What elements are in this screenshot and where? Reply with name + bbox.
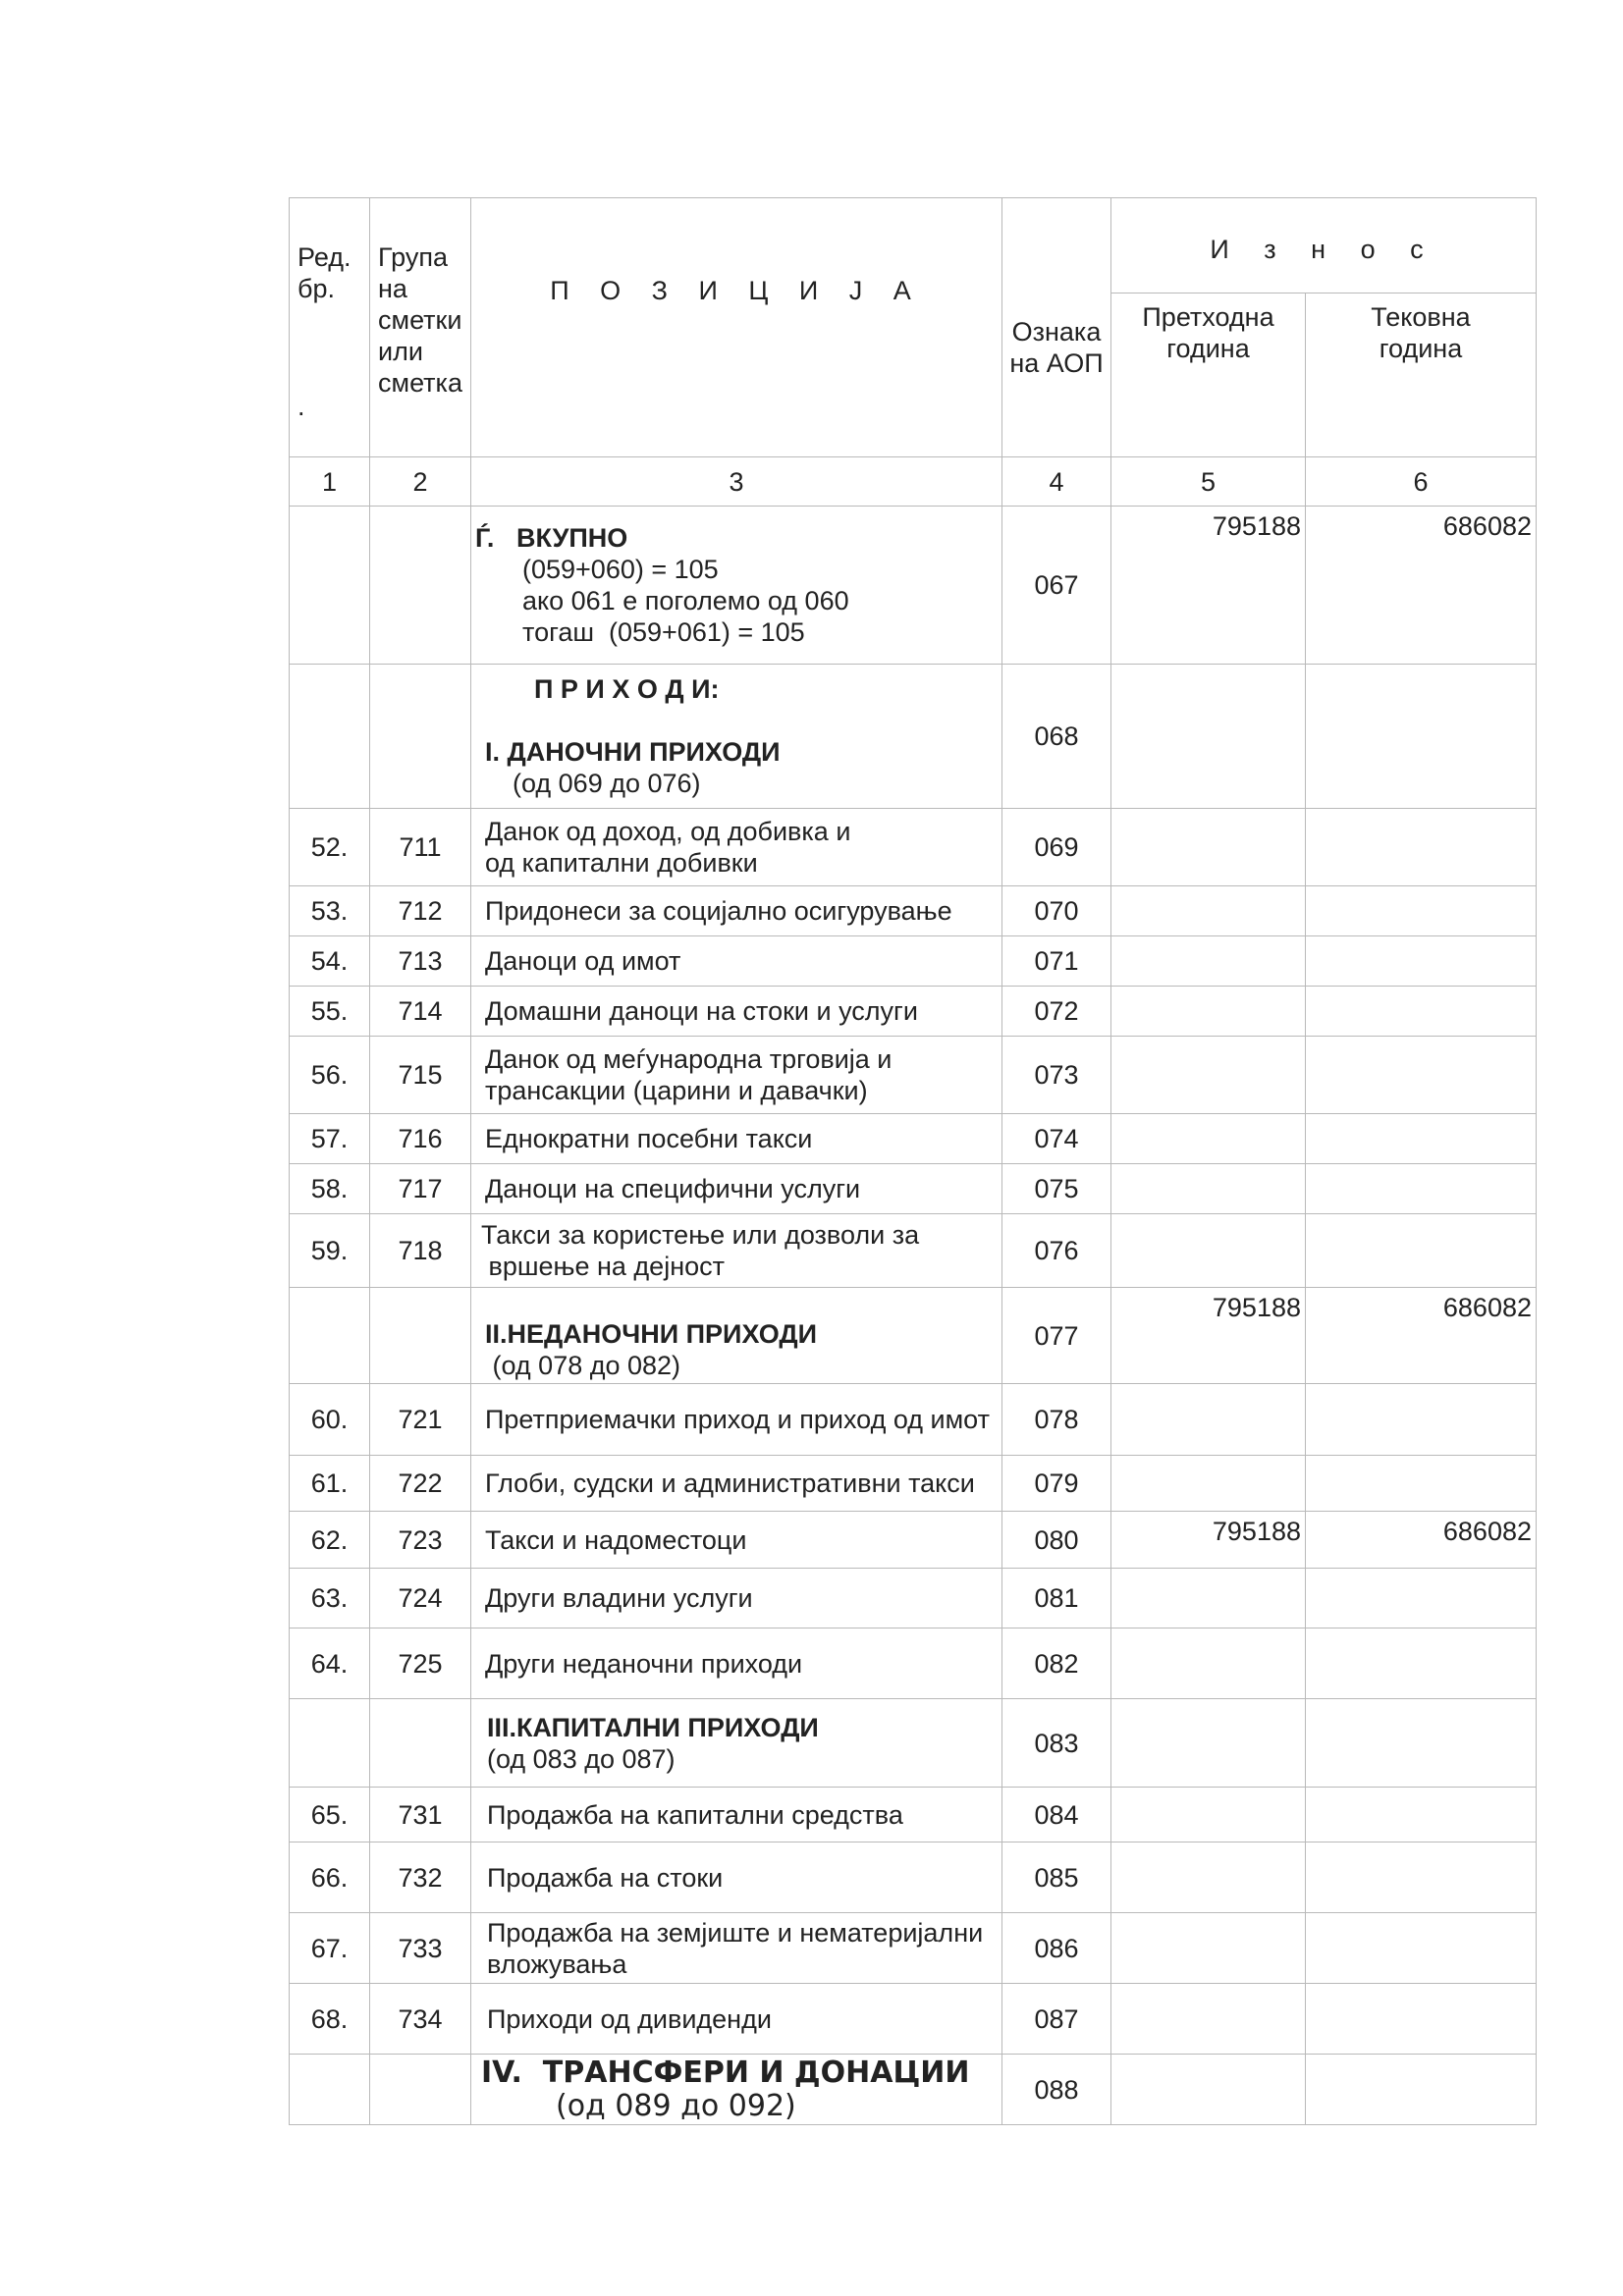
table-row [290, 936, 1537, 987]
table-cell: Даноци на специфични услуги [471, 1164, 1002, 1214]
table-cell [1111, 1569, 1306, 1629]
table-cell: 087 [1002, 1984, 1111, 2055]
table-cell: 081 [1002, 1569, 1111, 1629]
table-cell: 078 [1002, 1384, 1111, 1456]
table-cell: 54. [290, 936, 370, 987]
table-cell: Домашни даноци на стоки и услуги [471, 987, 1002, 1037]
table-row [290, 1037, 1537, 1114]
total-aop: 067 [1002, 507, 1111, 665]
table-cell: 60. [290, 1384, 370, 1456]
table-row [290, 1114, 1537, 1164]
table-cell [1306, 1456, 1537, 1512]
transfers-aop: 088 [1002, 2055, 1111, 2125]
table-cell [1111, 665, 1306, 809]
table-cell [290, 507, 370, 665]
table-cell [471, 1913, 1002, 1984]
colnum-2: 2 [370, 457, 471, 507]
header-oznaka: Ознака на АОП [1002, 198, 1111, 457]
cell-text: Данок од меѓународна трговија и [485, 1044, 893, 1074]
table-cell [1306, 2055, 1537, 2125]
table-cell [1111, 1984, 1306, 2055]
column-number-row [290, 457, 1537, 507]
table-cell [370, 2055, 471, 2125]
table-cell: 076 [1002, 1214, 1111, 1288]
tax-revenue-section-row [290, 665, 1537, 809]
table-row [290, 1984, 1537, 2055]
header-red-br [290, 198, 370, 457]
table-cell [1111, 1629, 1306, 1699]
cell-text: I. ДАНОЧНИ ПРИХОДИ [485, 737, 781, 767]
table-cell [370, 507, 471, 665]
table-cell [1306, 809, 1537, 886]
cell-text: ВКУПНО [515, 523, 628, 553]
table-cell: 55. [290, 987, 370, 1037]
table-cell [370, 1699, 471, 1788]
total-position [471, 507, 1002, 665]
total-prev-year: 795188 [1111, 507, 1306, 665]
table-cell: 723 [370, 1512, 471, 1569]
table-cell [1111, 1788, 1306, 1842]
table-cell [1111, 1214, 1306, 1288]
table-cell: 57. [290, 1114, 370, 1164]
cell-text: трансакции (царини и давачки) [485, 1076, 868, 1105]
table-cell [1111, 1913, 1306, 1984]
table-cell [290, 665, 370, 809]
table-cell [1306, 886, 1537, 936]
table-cell [1111, 1842, 1306, 1913]
table-cell: 072 [1002, 987, 1111, 1037]
table-cell: Други неданочни приходи [471, 1629, 1002, 1699]
cell-text: (од 089 до 092) [556, 2088, 796, 2123]
table-row [290, 1629, 1537, 1699]
table-cell: 715 [370, 1037, 471, 1114]
table-cell: 64. [290, 1629, 370, 1699]
table-cell [1306, 1037, 1537, 1114]
table-cell [1306, 1984, 1537, 2055]
table-cell: 074 [1002, 1114, 1111, 1164]
non-tax-section-row [290, 1288, 1537, 1384]
table-cell: 073 [1002, 1037, 1111, 1114]
table-cell: 079 [1002, 1456, 1111, 1512]
table-row [290, 987, 1537, 1037]
table-row [290, 1384, 1537, 1456]
table-cell: 713 [370, 936, 471, 987]
table-cell [1111, 1456, 1306, 1512]
cell-text: (од 083 до 087) [487, 1743, 676, 1774]
colnum-6: 6 [1306, 457, 1537, 507]
cell-text: (059+060) = 105 [522, 555, 719, 584]
table-cell [1306, 1699, 1537, 1788]
table-cell: 732 [370, 1842, 471, 1913]
table-cell: 65. [290, 1788, 370, 1842]
header-grupa: Група на сметки или сметка [370, 198, 471, 457]
table-cell: 734 [370, 1984, 471, 2055]
non-tax-aop: 077 [1002, 1288, 1111, 1384]
table-cell [1111, 1037, 1306, 1114]
table-cell [1111, 987, 1306, 1037]
table-cell: 686082 [1306, 1512, 1537, 1569]
table-cell: 718 [370, 1214, 471, 1288]
table-row [290, 1913, 1537, 1984]
table-cell [1111, 1114, 1306, 1164]
cell-text: Продажба на земјиште и нематеријални [487, 1917, 984, 1948]
cell-text: IV. ТРАНСФЕРИ И ДОНАЦИИ [481, 2055, 970, 2090]
table-cell [1306, 1629, 1537, 1699]
table-cell [1306, 1842, 1537, 1913]
table-cell [1306, 987, 1537, 1037]
tax-revenue-aop: 068 [1002, 665, 1111, 809]
cell-text: Ѓ. [475, 523, 495, 553]
capital-aop: 083 [1002, 1699, 1111, 1788]
table-cell [1306, 665, 1537, 809]
cell-text: Ред. бр. [298, 242, 352, 303]
tax-revenue-position [471, 665, 1002, 809]
cell-text: . [298, 392, 305, 421]
table-cell: Продажба на капитални средства [471, 1788, 1002, 1842]
table-cell [1306, 1114, 1537, 1164]
table-cell [1306, 936, 1537, 987]
table-cell: 67. [290, 1913, 370, 1984]
table-cell [1306, 1384, 1537, 1456]
cell-text: вршење на дејност [481, 1252, 725, 1281]
table-cell [1111, 1384, 1306, 1456]
table-cell [1306, 1214, 1537, 1288]
cell-text: тогаш (059+061) = 105 [522, 617, 805, 647]
table-cell: 68. [290, 1984, 370, 2055]
table-cell: 071 [1002, 936, 1111, 987]
table-cell: 075 [1002, 1164, 1111, 1214]
table-cell: Претприемачки приход и приход од имот [471, 1384, 1002, 1456]
header-prethodna: Претходна година [1111, 294, 1306, 457]
table-row [290, 1842, 1537, 1913]
table-cell [471, 809, 1002, 886]
table-cell [1111, 1164, 1306, 1214]
table-cell: Такси и надоместоци [471, 1512, 1002, 1569]
table-cell: 714 [370, 987, 471, 1037]
table-cell: Даноци од имот [471, 936, 1002, 987]
table-cell: 61. [290, 1456, 370, 1512]
table-cell: Други владини услуги [471, 1569, 1002, 1629]
table-cell: 069 [1002, 809, 1111, 886]
table-cell: 62. [290, 1512, 370, 1569]
table-cell: 716 [370, 1114, 471, 1164]
table-cell: 63. [290, 1569, 370, 1629]
table-cell [1306, 1569, 1537, 1629]
cell-text: П О З И Ц И Ј А [550, 276, 923, 305]
table-cell: 59. [290, 1214, 370, 1288]
table-cell [1111, 809, 1306, 886]
table-cell [1111, 936, 1306, 987]
table-cell: 085 [1002, 1842, 1111, 1913]
table-cell: Продажба на стоки [471, 1842, 1002, 1913]
balance-table [289, 197, 1537, 2125]
cell-text: III.КАПИТАЛНИ ПРИХОДИ [487, 1712, 819, 1742]
table-cell: Глоби, судски и административни такси [471, 1456, 1002, 1512]
cell-text: Такси за користење или дозволи за [481, 1220, 920, 1250]
table-cell [1111, 1699, 1306, 1788]
cell-text: П Р И Х О Д И: [534, 674, 720, 704]
table-cell: 712 [370, 886, 471, 936]
table-cell: 711 [370, 809, 471, 886]
table-row [290, 886, 1537, 936]
cell-text: (од 069 до 076) [513, 769, 701, 798]
capital-position [471, 1699, 1002, 1788]
table-row [290, 1788, 1537, 1842]
non-tax-curr-year: 686082 [1306, 1288, 1537, 1384]
table-row [290, 1456, 1537, 1512]
table-cell: 56. [290, 1037, 370, 1114]
cell-text: II.НЕДАНОЧНИ ПРИХОДИ [485, 1319, 818, 1349]
cell-text: од капитални добивки [485, 848, 758, 878]
table-cell: 721 [370, 1384, 471, 1456]
table-cell: 53. [290, 886, 370, 936]
table-cell: 724 [370, 1569, 471, 1629]
capital-section-row [290, 1699, 1537, 1788]
table-cell [370, 1288, 471, 1384]
cell-text: Данок од доход, од добивка и [485, 817, 851, 846]
colnum-3: 3 [471, 457, 1002, 507]
table-cell: 725 [370, 1629, 471, 1699]
table-cell [290, 1288, 370, 1384]
table-cell [1306, 1913, 1537, 1984]
table-cell: 082 [1002, 1629, 1111, 1699]
table-cell [1306, 1164, 1537, 1214]
table-cell: 52. [290, 809, 370, 886]
table-cell: 084 [1002, 1788, 1111, 1842]
table-cell: 731 [370, 1788, 471, 1842]
table-row [290, 1164, 1537, 1214]
table-cell: 086 [1002, 1913, 1111, 1984]
table-cell: 795188 [1111, 1512, 1306, 1569]
table-cell [290, 2055, 370, 2125]
non-tax-position [471, 1288, 1002, 1384]
cell-text: (од 078 до 082) [485, 1351, 681, 1380]
non-tax-prev-year: 795188 [1111, 1288, 1306, 1384]
table-cell: 733 [370, 1913, 471, 1984]
transfers-position [471, 2055, 1002, 2125]
cell-text [485, 705, 1001, 736]
total-row [290, 507, 1537, 665]
cell-text: ако 061 е поголемо од 060 [522, 586, 849, 615]
colnum-4: 4 [1002, 457, 1111, 507]
table-cell: 722 [370, 1456, 471, 1512]
header-iznos: И з н о с [1111, 198, 1537, 294]
table-cell [1111, 2055, 1306, 2125]
table-cell [370, 665, 471, 809]
table-cell: Еднократни посебни такси [471, 1114, 1002, 1164]
colnum-5: 5 [1111, 457, 1306, 507]
table-cell [471, 1037, 1002, 1114]
table-cell: 58. [290, 1164, 370, 1214]
table-cell: Приходи од дивиденди [471, 1984, 1002, 2055]
table-row [290, 1512, 1537, 1569]
total-curr-year: 686082 [1306, 507, 1537, 665]
header-tekovna: Тековна година [1306, 294, 1537, 457]
colnum-1: 1 [290, 457, 370, 507]
table-cell [290, 1699, 370, 1788]
table-cell: 717 [370, 1164, 471, 1214]
table-row [290, 809, 1537, 886]
table-cell: 080 [1002, 1512, 1111, 1569]
header-row-1 [290, 198, 1537, 294]
cell-text [475, 522, 1001, 554]
table-cell [471, 1214, 1002, 1288]
table-row [290, 1569, 1537, 1629]
table-cell [1111, 886, 1306, 936]
table-cell: 66. [290, 1842, 370, 1913]
table-cell [1306, 1788, 1537, 1842]
table-row [290, 1214, 1537, 1288]
header-pozicija [471, 198, 1002, 457]
table-cell: Придонеси за социјално осигурување [471, 886, 1002, 936]
cell-text: вложувања [487, 1949, 627, 1979]
table-cell: 070 [1002, 886, 1111, 936]
transfers-section-row [290, 2055, 1537, 2125]
